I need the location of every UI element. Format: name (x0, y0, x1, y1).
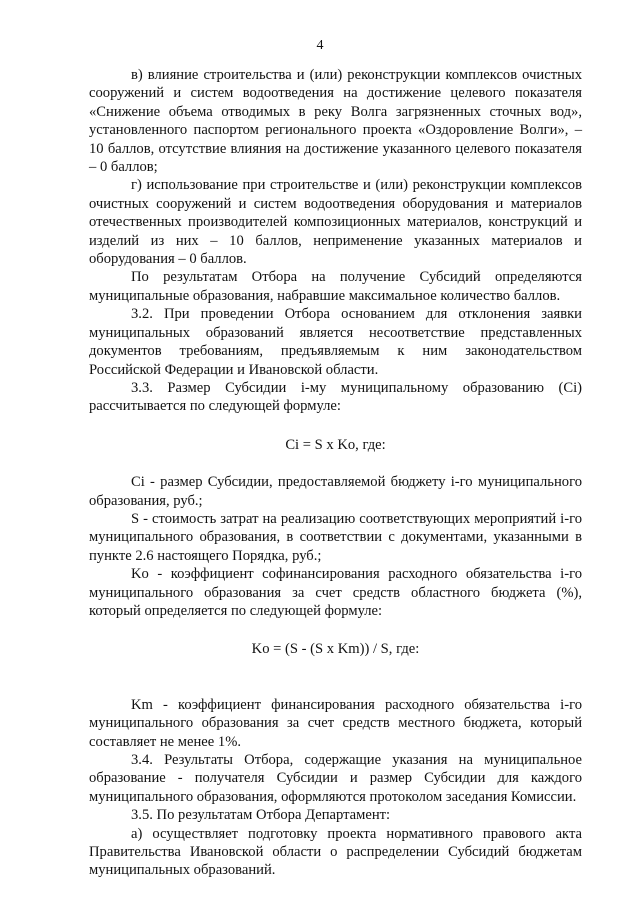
paragraph-3-3: 3.3. Размер Субсидии i-му муниципальному образованию (Ci) рассчитывается по следующей формуле: (89, 379, 582, 415)
paragraph-km-definition: Km - коэффициент финансирования расходного обязательства i-го муниципального образования за счет средств местного бюджета, который составляет не менее 1%. (89, 696, 582, 750)
paragraph-3-5-a: а) осуществляет подготовку проекта нормативного правового акта Правительства Ивановской области о распределении Субсидий бюджетам муниципальных образований. (89, 825, 582, 879)
paragraph-ko-definition: Ko - коэффициент софинансирования расходного обязательства i-го муниципального образования за счет средств областного бюджета (%), который определяется по следующей формуле: (89, 566, 582, 619)
paragraph-criterion-g: г) использование при строительстве и (или) реконструкции комплексов очистных сооружений и систем водоотведения оборудования и материалов отечественных производителей композиционных материалов, конструкций и изделий из них – 10 баллов, неприменение указанных материалов и оборудования – 0 баллов. (89, 177, 582, 268)
formula-ci: Ci = S x Ko, где: (285, 436, 386, 453)
paragraph-3-2: 3.2. При проведении Отбора основанием для отклонения заявки муниципальных образований является несоответствие представленных документов требованиям, предъявляемым к ним законодательством Российской Федерации и Ивановской области. (89, 306, 582, 378)
paragraph-s-definition: S - стоимость затрат на реализацию соответствующих мероприятий i-го муниципального образования, в соответствии с документами, указанными в пункте 2.6 настоящего Порядка, руб.; (89, 510, 582, 564)
page-number: 4 (316, 38, 324, 53)
document-body (89, 66, 582, 880)
paragraph-3-5: 3.5. По результатам Отбора Департамент: (131, 807, 391, 824)
paragraph-ci-definition: Ci - размер Субсидии, предоставляемой бюджету i-го муниципального образования, руб.; (89, 474, 582, 509)
paragraph-3-4: 3.4. Результаты Отбора, содержащие указания на муниципальное образование - получателя Субсидии и размер Субсидии для каждого муниципального образования, оформляются протоколом заседания Комиссии. (89, 752, 582, 805)
paragraph-criterion-v: в) влияние строительства и (или) реконструкции комплексов очистных сооружений и систем водоотведения на достижение целевого показателя «Снижение объема отводимых в реку Волга загрязненных сточных вод», установленного паспортом регионального проекта «Оздоровление Волги», – 10 баллов, отсутствие влияния на достижение указанного целевого показателя – 0 баллов; (89, 67, 582, 176)
formula-ko: Ko = (S - (S x Km)) / S, где: (251, 641, 420, 658)
paragraph-selection-results: По результатам Отбора на получение Субсидий определяются муниципальные образования, набравшие максимальное количество баллов. (89, 269, 582, 304)
